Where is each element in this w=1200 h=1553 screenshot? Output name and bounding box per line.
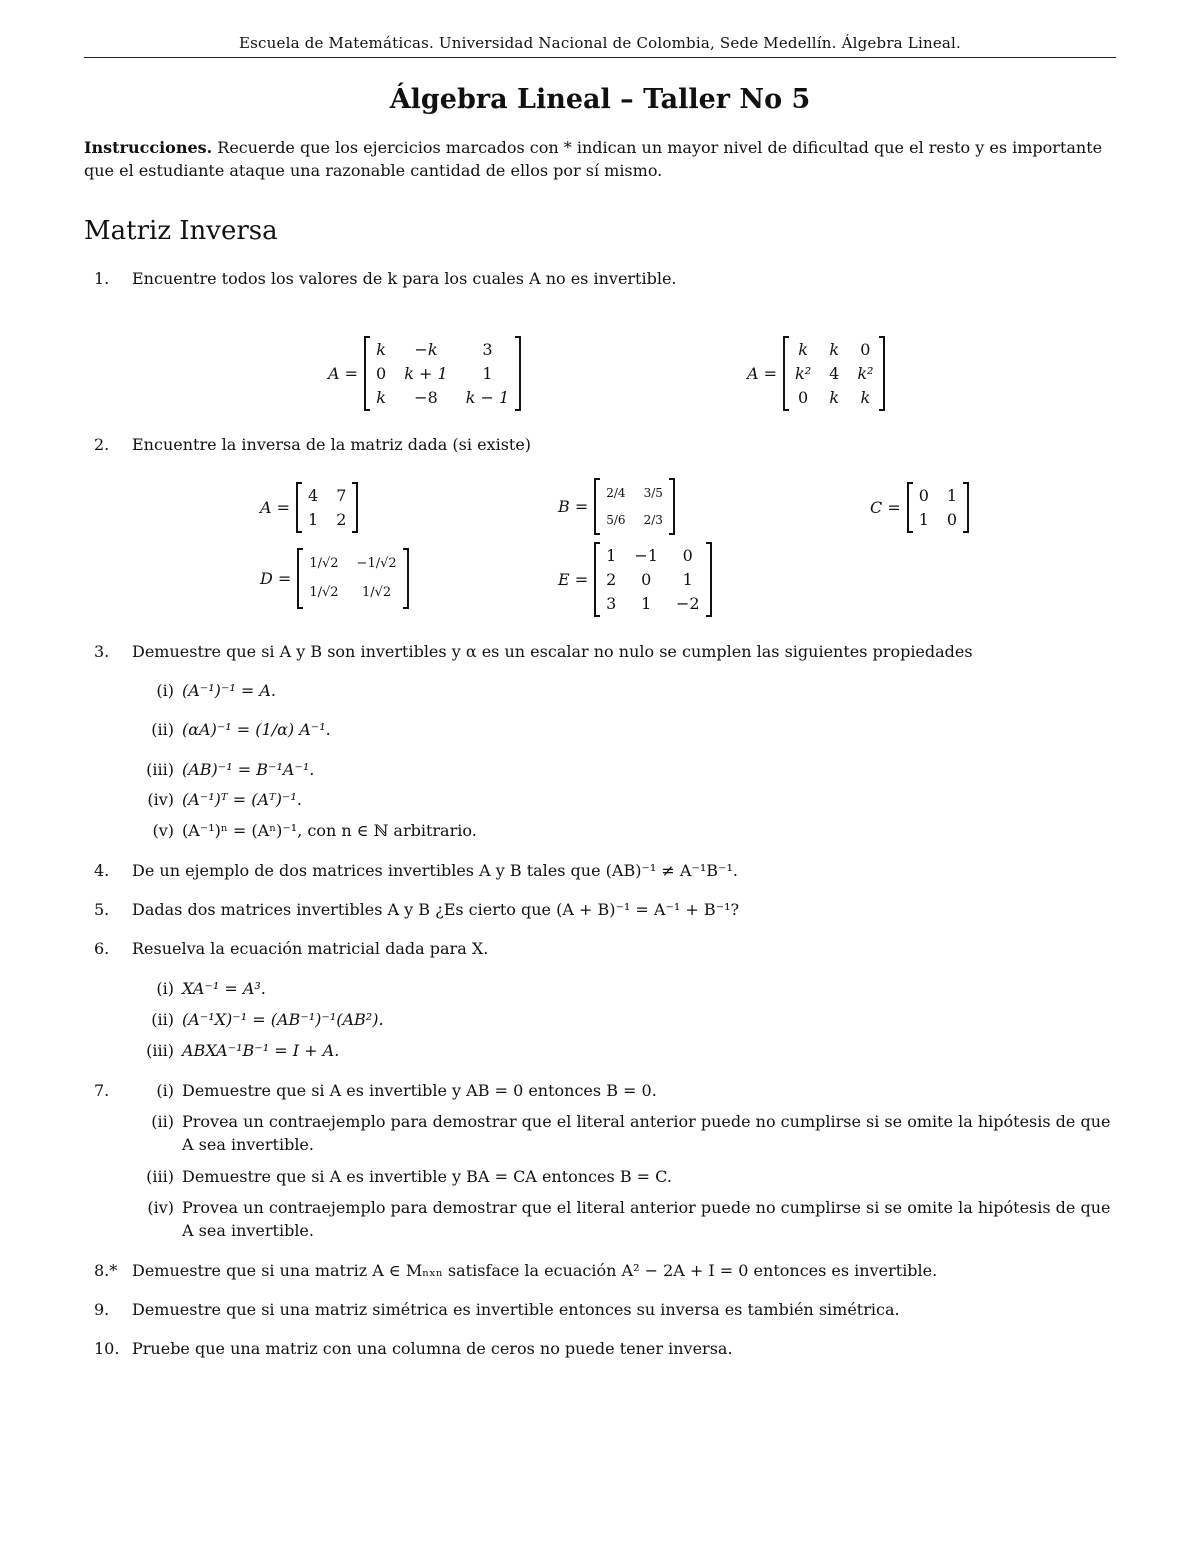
sub-item-text: ABXA⁻¹B⁻¹ = I + A. bbox=[182, 1041, 340, 1060]
sub-item-text: (A⁻¹X)⁻¹ = (AB⁻¹)⁻¹(AB²). bbox=[182, 1010, 384, 1029]
matrix-body bbox=[594, 542, 711, 617]
sub-item-text: Demuestre que si A es invertible y BA = CA entonces B = C. bbox=[182, 1167, 672, 1186]
matrix-body bbox=[907, 482, 969, 533]
sub-item-text: (A⁻¹)ᵀ = (Aᵀ)⁻¹. bbox=[182, 790, 302, 809]
matrix-name: B = bbox=[558, 497, 589, 516]
matrix-cell: 2/3 bbox=[643, 513, 663, 527]
matrix-cell: 0 bbox=[918, 486, 929, 505]
matrix-cell: 3 bbox=[606, 594, 617, 613]
matrix-name: A = bbox=[747, 364, 778, 383]
matrix-cell: −2 bbox=[675, 594, 700, 613]
problem-number: 8.* bbox=[94, 1261, 118, 1280]
problem-text: Dadas dos matrices invertibles A y B ¿Es cierto que (A + B)⁻¹ = A⁻¹ + B⁻¹? bbox=[132, 900, 740, 919]
matrix-cell: 1 bbox=[482, 364, 493, 383]
problem-text: Demuestre que si una matriz simétrica es invertible entonces su inversa es también simétrica. bbox=[132, 1300, 900, 1319]
matrix-p2-c bbox=[870, 482, 969, 533]
matrix-cell: 3/5 bbox=[643, 486, 663, 500]
matrix-cell: 1 bbox=[641, 594, 652, 613]
sub-item-label: (ii) bbox=[151, 720, 174, 739]
sub-item-label: (i) bbox=[156, 681, 174, 700]
matrix-cell: −k bbox=[414, 340, 438, 359]
sub-item-text: Demuestre que si A es invertible y AB = 0 entonces B = 0. bbox=[182, 1081, 657, 1100]
matrix-p2-e bbox=[558, 542, 712, 617]
sub-item-label: (iv) bbox=[147, 790, 174, 809]
matrix-cell: 1 bbox=[308, 510, 319, 529]
problem-text: De un ejemplo de dos matrices invertibles A y B tales que (AB)⁻¹ ≠ A⁻¹B⁻¹. bbox=[132, 861, 738, 880]
sub-item-label: (iv) bbox=[147, 1198, 174, 1217]
instructions bbox=[84, 136, 1116, 182]
matrix-p2-a bbox=[260, 482, 358, 533]
matrix-cell: 2 bbox=[336, 510, 347, 529]
page-title: Álgebra Lineal – Taller No 5 bbox=[389, 84, 811, 115]
sub-item-label: (i) bbox=[156, 1081, 174, 1100]
matrix-cell: 1/√2 bbox=[309, 556, 339, 571]
matrix-cell: 1/√2 bbox=[361, 585, 392, 600]
problem-text: Pruebe que una matriz con una columna de ceros no puede tener inversa. bbox=[132, 1339, 733, 1358]
sub-item-text: Provea un contraejemplo para demostrar que el literal anterior puede no cumplirse si se omite la hipótesis de que A sea invertible. bbox=[182, 1112, 1111, 1154]
problem-number: 2. bbox=[94, 435, 110, 454]
sub-item-label: (iii) bbox=[146, 760, 174, 779]
matrix-cell: k² bbox=[857, 364, 874, 383]
matrix-body bbox=[783, 336, 885, 411]
instructions-text: Recuerde que los ejercicios marcados con * indican un mayor nivel de dificultad que el resto y es importante que el estudiante ataque una razonable cantidad de ellos por sí mismo. bbox=[84, 138, 1103, 180]
sub-item-text: (A⁻¹)ⁿ = (Aⁿ)⁻¹, con n ∈ ℕ arbitrario. bbox=[182, 821, 477, 840]
matrix-name: A = bbox=[328, 364, 359, 383]
matrix-p2-d bbox=[260, 548, 409, 609]
matrix-name: C = bbox=[870, 498, 901, 517]
matrix-cell: −1/√2 bbox=[356, 556, 397, 571]
sub-item-label: (iii) bbox=[146, 1167, 174, 1186]
matrix-body bbox=[297, 548, 408, 609]
problem-number: 4. bbox=[94, 861, 110, 880]
header-rule bbox=[84, 57, 1116, 58]
matrix-cell: k bbox=[376, 388, 386, 407]
matrix-cell: k bbox=[860, 388, 871, 407]
matrix-cell: 1 bbox=[918, 510, 929, 529]
matrix-cell: 1 bbox=[606, 546, 617, 565]
matrix-p1-b bbox=[747, 336, 885, 411]
problem-number: 7. bbox=[94, 1081, 110, 1100]
matrix-name: E = bbox=[558, 570, 589, 589]
matrix-cell: k² bbox=[795, 364, 812, 383]
matrix-cell: 0 bbox=[376, 364, 387, 383]
matrix-cell: k bbox=[829, 340, 840, 359]
matrix-cell: 0 bbox=[798, 388, 809, 407]
matrix-body bbox=[296, 482, 358, 533]
matrix-cell: 0 bbox=[641, 570, 652, 589]
sub-item-text: (A⁻¹)⁻¹ = A. bbox=[182, 681, 276, 700]
matrix-cell: k + 1 bbox=[404, 364, 448, 383]
matrix-cell: k − 1 bbox=[465, 388, 510, 407]
problem-number: 6. bbox=[94, 939, 110, 958]
sub-item-label: (i) bbox=[156, 979, 174, 998]
problem-number: 3. bbox=[94, 642, 110, 661]
matrix-name: D = bbox=[260, 569, 292, 588]
matrix-cell: 4 bbox=[829, 364, 840, 383]
matrix-cell: −8 bbox=[414, 388, 438, 407]
matrix-p1-a bbox=[328, 336, 521, 411]
sub-item-label: (ii) bbox=[151, 1010, 174, 1029]
running-head: Escuela de Matemáticas. Universidad Nacional de Colombia, Sede Medellín. Álgebra Lineal. bbox=[239, 34, 961, 52]
matrix-cell: 4 bbox=[308, 486, 319, 505]
matrix-cell: 0 bbox=[682, 546, 693, 565]
matrix-cell: k bbox=[798, 340, 808, 359]
matrix-name: A = bbox=[260, 498, 291, 517]
matrix-cell: k bbox=[376, 340, 386, 359]
sub-item-text: XA⁻¹ = A³. bbox=[182, 979, 266, 998]
instructions-label: Instrucciones. bbox=[84, 138, 213, 157]
problem-number: 10. bbox=[94, 1339, 120, 1358]
matrix-body bbox=[594, 478, 675, 535]
matrix-cell: −1 bbox=[634, 546, 658, 565]
problem-text: Encuentre la inversa de la matriz dada (si existe) bbox=[132, 435, 532, 454]
matrix-cell: 0 bbox=[860, 340, 871, 359]
problem-text: Resuelva la ecuación matricial dada para X. bbox=[132, 939, 489, 958]
matrix-cell: 1/√2 bbox=[309, 585, 339, 600]
sub-item-text: Provea un contraejemplo para demostrar que el literal anterior puede no cumplirse si se omite la hipótesis de que A sea invertible. bbox=[182, 1198, 1111, 1240]
matrix-body bbox=[364, 336, 521, 411]
problem-text: Demuestre que si una matriz A ∈ Mₙₓₙ satisface la ecuación A² − 2A + I = 0 entonces es invertible. bbox=[132, 1261, 938, 1280]
matrix-cell: 1 bbox=[946, 486, 958, 505]
problem-number: 9. bbox=[94, 1300, 110, 1319]
problem-number: 5. bbox=[94, 900, 110, 919]
sub-item-text: (αA)⁻¹ = (1/α) A⁻¹. bbox=[182, 720, 331, 739]
problem-text: Demuestre que si A y B son invertibles y α es un escalar no nulo se cumplen las siguientes propiedades bbox=[132, 642, 973, 661]
matrix-cell: 2/4 bbox=[606, 486, 626, 500]
matrix-cell: 5/6 bbox=[606, 513, 626, 527]
sub-item-label: (v) bbox=[152, 821, 174, 840]
problem-text: Encuentre todos los valores de k para los cuales A no es invertible. bbox=[132, 269, 677, 288]
matrix-cell: 0 bbox=[946, 510, 958, 529]
sub-item-label: (iii) bbox=[146, 1041, 174, 1060]
matrix-cell: k bbox=[829, 388, 840, 407]
matrix-cell: 3 bbox=[482, 340, 493, 359]
sub-item-label: (ii) bbox=[151, 1112, 174, 1131]
matrix-cell: 7 bbox=[336, 486, 347, 505]
section-title: Matriz Inversa bbox=[84, 216, 278, 246]
matrix-cell: 2 bbox=[606, 570, 617, 589]
problem-number: 1. bbox=[94, 269, 110, 288]
matrix-cell: 1 bbox=[682, 570, 693, 589]
matrix-p2-b bbox=[558, 478, 675, 535]
sub-item-text: (AB)⁻¹ = B⁻¹A⁻¹. bbox=[182, 760, 315, 779]
